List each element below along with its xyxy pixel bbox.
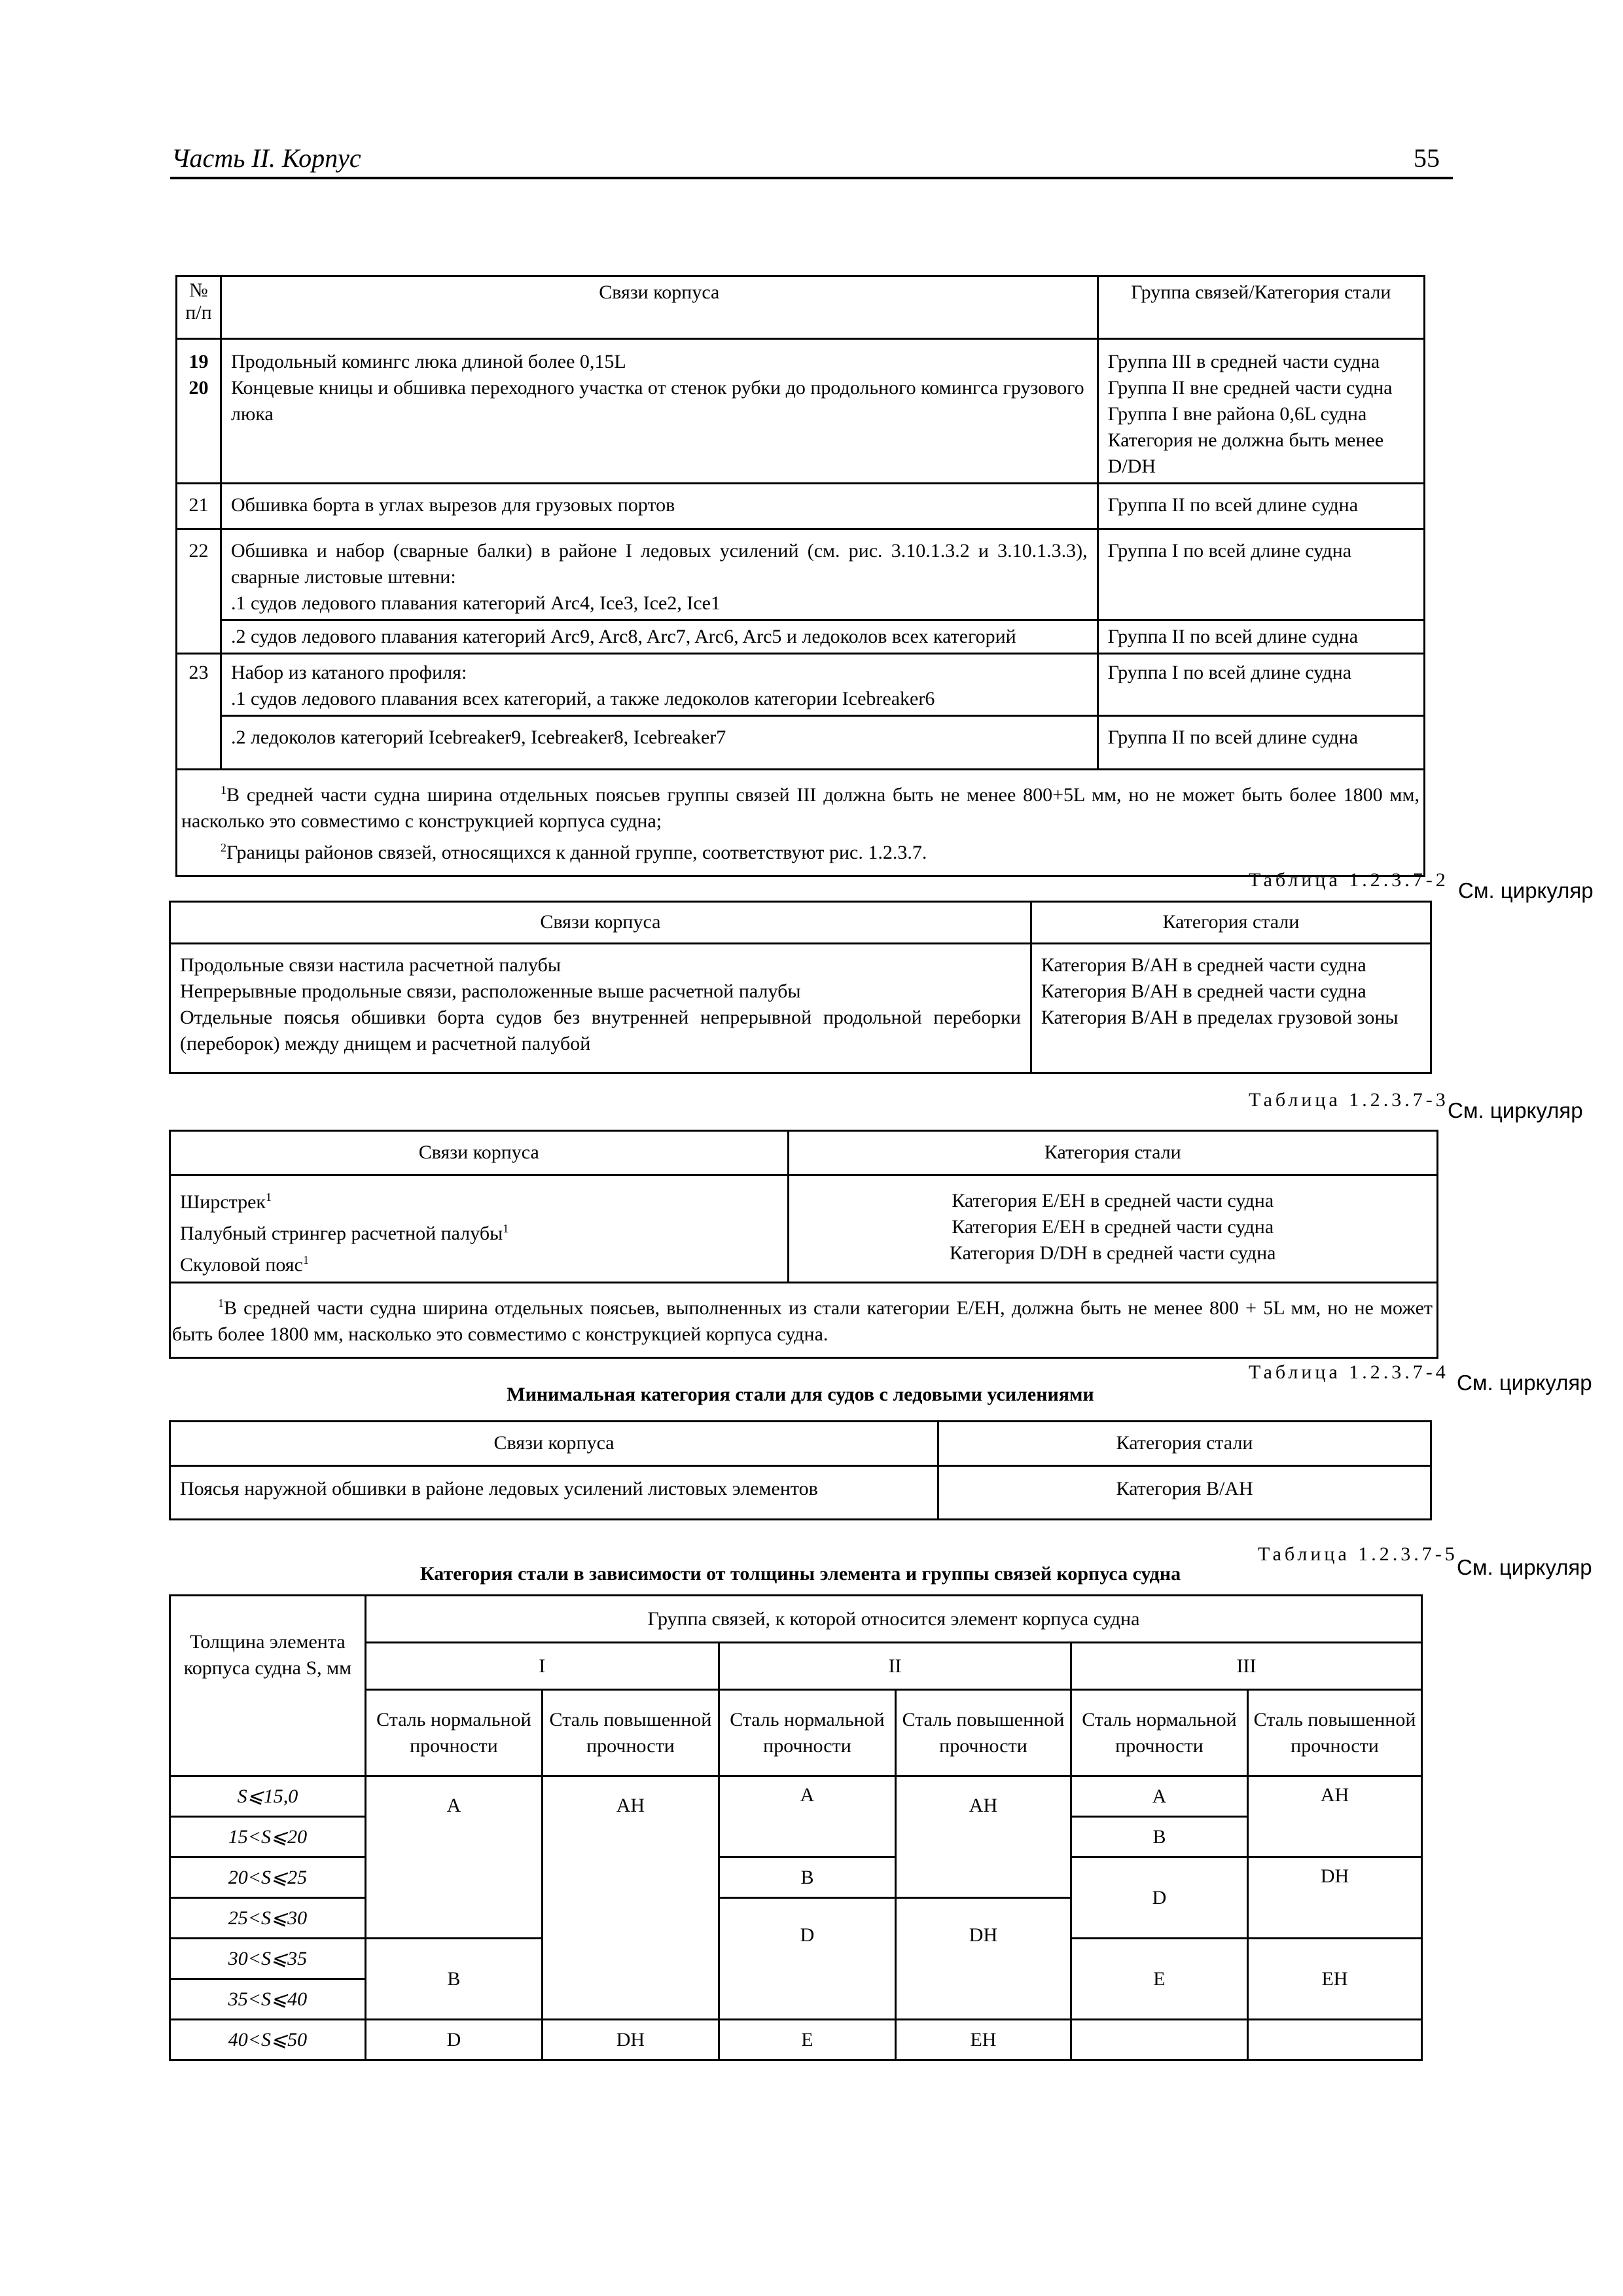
col-links-header: Связи корпуса xyxy=(221,276,1097,339)
row-num-text: 19 20 xyxy=(188,351,209,399)
row-links: .2 ледоколов категорий Icebreaker9, Icebreaker8, Icebreaker7 xyxy=(221,716,1097,770)
table-row xyxy=(170,944,1431,1073)
steel-normal-header: Сталь нормальной прочности xyxy=(1071,1690,1247,1776)
row-category: Категория B/AH в средней части судна Категория B/AH в средней части судна Категория B/AH в пределах грузовой зоны xyxy=(1031,944,1431,1073)
row-num: 23 xyxy=(177,654,221,770)
thickness-range: 25<S⩽30 xyxy=(170,1898,366,1939)
cell-g2-high: EH xyxy=(895,2020,1071,2060)
steel-category-table-3 xyxy=(169,1130,1438,1359)
table-row xyxy=(170,1466,1431,1520)
hull-links-table-continued xyxy=(175,275,1425,877)
table-row xyxy=(177,716,1425,770)
col-category-header: Категория стали xyxy=(1031,902,1431,944)
ice-strengthening-steel-table xyxy=(169,1420,1432,1520)
row-num xyxy=(177,339,221,484)
cell-g3-empty xyxy=(1071,2020,1247,2060)
table-caption: Таблица 1.2.3.7-3 xyxy=(1249,1089,1449,1111)
row-links: Поясья наружной обшивки в районе ледовых усилений листовых элементов xyxy=(170,1466,938,1520)
footnote-row xyxy=(177,770,1425,876)
cell-g1-normal: D xyxy=(365,2020,542,2060)
table-row xyxy=(170,1776,1422,1817)
steel-high-header: Сталь повышенной прочности xyxy=(542,1690,719,1776)
thickness-range: 35<S⩽40 xyxy=(170,1979,366,2020)
cell-g2-normal: D xyxy=(719,1898,895,2020)
steel-high-header: Сталь повышенной прочности xyxy=(1247,1690,1421,1776)
steel-high-header: Сталь повышенной прочности xyxy=(895,1690,1071,1776)
table-caption: Таблица 1.2.3.7-2 xyxy=(1249,869,1449,891)
thickness-range: 40<S⩽50 xyxy=(170,2020,366,2060)
thickness-steel-table xyxy=(169,1594,1423,2061)
table-row xyxy=(177,529,1425,620)
footnote-1: В средней части судна ширина отдельных поясьев группы связей III должна быть не менее 800+5L мм, но не может быть более 1800 мм, насколько это совместимо с конструкцией корпуса судна; xyxy=(181,784,1419,832)
header-rule xyxy=(170,177,1453,179)
cell-g1-normal: A xyxy=(365,1776,542,1939)
row-links: Продольный комингс люка длиной более 0,15L Концевые кницы и обшивка переходного участка от стенок рубки до продольного комингса грузового люка xyxy=(221,339,1097,484)
table-title: Категория стали в зависимости от толщины элемента и группы связей корпуса судна xyxy=(419,1563,1181,1585)
footnote-marker: 1 xyxy=(266,1191,272,1204)
cell-g3-empty xyxy=(1247,2020,1421,2060)
row-group: Группа I по всей длине судна xyxy=(1097,654,1424,716)
row-group: Группа II по всей длине судна xyxy=(1097,620,1424,654)
circular-link[interactable]: См. циркуляр xyxy=(1457,1371,1592,1395)
circular-link[interactable]: См. циркуляр xyxy=(1458,878,1594,903)
row-num: 21 xyxy=(177,484,221,529)
group-header: Группа связей, к которой относится элемент корпуса судна xyxy=(365,1596,1421,1643)
row-category: Категория B/AH xyxy=(938,1466,1431,1520)
footnote-2: Границы районов связей, относящихся к данной группе, соответствуют рис. 1.2.3.7. xyxy=(226,842,927,863)
cell-g1-high: AH xyxy=(542,1776,719,2020)
row-links: Обшивка борта в углах вырезов для грузовых портов xyxy=(221,484,1097,529)
steel-category-table-2 xyxy=(169,901,1432,1074)
thickness-range: S⩽15,0 xyxy=(170,1776,366,1817)
group-I-header: I xyxy=(365,1643,719,1690)
cell-g3-normal: B xyxy=(1071,1817,1247,1857)
col-category-header: Категория стали xyxy=(788,1131,1437,1175)
footnote-marker: 1 xyxy=(221,783,226,797)
table-row xyxy=(177,339,1425,484)
row-links: Обшивка и набор (сварные балки) в районе I ледовых усилений (см. рис. 3.10.1.3.2 и 3.10.1.3.3), сварные листовые штевни: .1 судов ледового плавания категорий Arc4, Ice3, Ice2, Ice1 xyxy=(221,529,1097,620)
cell-g3-normal: E xyxy=(1071,1939,1247,2020)
footnote-marker: 2 xyxy=(221,841,226,854)
table-row xyxy=(170,1857,1422,1898)
row-num: 22 xyxy=(177,529,221,654)
table-title: Минимальная категория стали для судов с ледовыми усилениями xyxy=(507,1384,1094,1405)
footnote xyxy=(170,1283,1438,1358)
thickness-range: 15<S⩽20 xyxy=(170,1817,366,1857)
cell-g3-normal: D xyxy=(1071,1857,1247,1939)
thickness-header xyxy=(170,1596,366,1776)
table-caption: Таблица 1.2.3.7-5 xyxy=(1258,1543,1458,1565)
table-caption: Таблица 1.2.3.7-4 xyxy=(1249,1361,1449,1383)
page-number: 55 xyxy=(1414,143,1440,173)
circular-link[interactable]: См. циркуляр xyxy=(1448,1098,1583,1122)
col-links-header: Связи корпуса xyxy=(170,1131,789,1175)
group-II-header: II xyxy=(719,1643,1071,1690)
col-links-header: Связи корпуса xyxy=(170,902,1031,944)
steel-normal-header: Сталь нормальной прочности xyxy=(365,1690,542,1776)
table-row xyxy=(177,620,1425,654)
cell-g3-normal: A xyxy=(1071,1776,1247,1817)
col-category-header: Категория стали xyxy=(938,1422,1431,1466)
cell-g3-high: EH xyxy=(1247,1939,1421,2020)
row-group: Группа I по всей длине судна xyxy=(1097,529,1424,620)
table-row xyxy=(177,484,1425,529)
table-row xyxy=(170,2020,1422,2060)
row-links: .2 судов ледового плавания категорий Arc9, Arc8, Arc7, Arc6, Arc5 и ледоколов всех категорий xyxy=(221,620,1097,654)
row-links: Набор из катаного профиля: .1 судов ледового плавания всех категорий, а также ледоколов категории Icebreaker6 xyxy=(221,654,1097,716)
cell-g3-high: AH xyxy=(1247,1776,1421,1857)
col-group-header: Группа связей/Категория стали xyxy=(1097,276,1424,339)
col-links-header: Связи корпуса xyxy=(170,1422,938,1466)
footnote-marker: 1 xyxy=(218,1297,224,1310)
table-row xyxy=(177,654,1425,716)
footnotes xyxy=(177,770,1425,876)
table-row xyxy=(170,1175,1438,1283)
group-III-header: III xyxy=(1071,1643,1421,1690)
footnote-text: В средней части судна ширина отдельных поясьев, выполненных из стали категории E/EH, должна быть не менее 800 + 5L мм, но не может быть более 1800 мм, насколько это совместимо с конструкцией корпуса судна. xyxy=(172,1297,1433,1345)
steel-normal-header: Сталь нормальной прочности xyxy=(719,1690,895,1776)
cell-g2-high: AH xyxy=(895,1776,1071,1898)
row-category: Категория E/EH в средней части судна Категория E/EH в средней части судна Категория D/DH в средней части судна xyxy=(788,1175,1437,1283)
bilge-strake: Скуловой пояс xyxy=(180,1254,303,1276)
thickness-range: 20<S⩽25 xyxy=(170,1857,366,1898)
table-header-row xyxy=(170,1131,1438,1175)
footnote-marker: 1 xyxy=(302,1253,309,1266)
deck-stringer: Палубный стрингер расчетной палубы xyxy=(180,1223,503,1244)
cell-g3-high: DH xyxy=(1247,1857,1421,1939)
cell-g1-normal: B xyxy=(365,1939,542,2020)
row-group: Группа II по всей длине судна xyxy=(1097,484,1424,529)
table-header-row xyxy=(170,902,1431,944)
table-header-row xyxy=(170,1422,1431,1466)
circular-link[interactable]: См. циркуляр xyxy=(1457,1555,1592,1579)
thickness-header-text: Толщина элемента корпуса судна S, мм xyxy=(183,1631,352,1679)
row-links xyxy=(170,1175,789,1283)
cell-g2-normal: E xyxy=(719,2020,895,2060)
cell-g2-normal: A xyxy=(719,1776,895,1857)
cell-g2-high: DH xyxy=(895,1898,1071,2020)
row-group: Группа II по всей длине судна xyxy=(1097,716,1424,770)
cell-g2-normal: B xyxy=(719,1857,895,1898)
table-header-row xyxy=(170,1596,1422,1643)
running-header xyxy=(171,143,361,173)
sheerstrake: Ширстрек xyxy=(180,1191,266,1213)
part-title: Часть II. Корпус xyxy=(171,143,361,173)
thickness-range: 30<S⩽35 xyxy=(170,1939,366,1979)
table-header-row xyxy=(177,276,1425,339)
col-num-header: № п/п xyxy=(177,276,221,339)
row-links: Продольные связи настила расчетной палубы Непрерывные продольные связи, расположенные выше расчетной палубы Отдельные поясья обшивки борта судов без внутренней непрерывной продольной переборки (переборок) между днищем и расчетной палубой xyxy=(170,944,1031,1073)
footnote-row xyxy=(170,1283,1438,1358)
cell-g1-high: DH xyxy=(542,2020,719,2060)
footnote-marker: 1 xyxy=(503,1222,509,1235)
row-group: Группа III в средней части судна Группа II вне средней части судна Группа I вне района 0,6L судна Категория не должна быть менее D/DH xyxy=(1097,339,1424,484)
